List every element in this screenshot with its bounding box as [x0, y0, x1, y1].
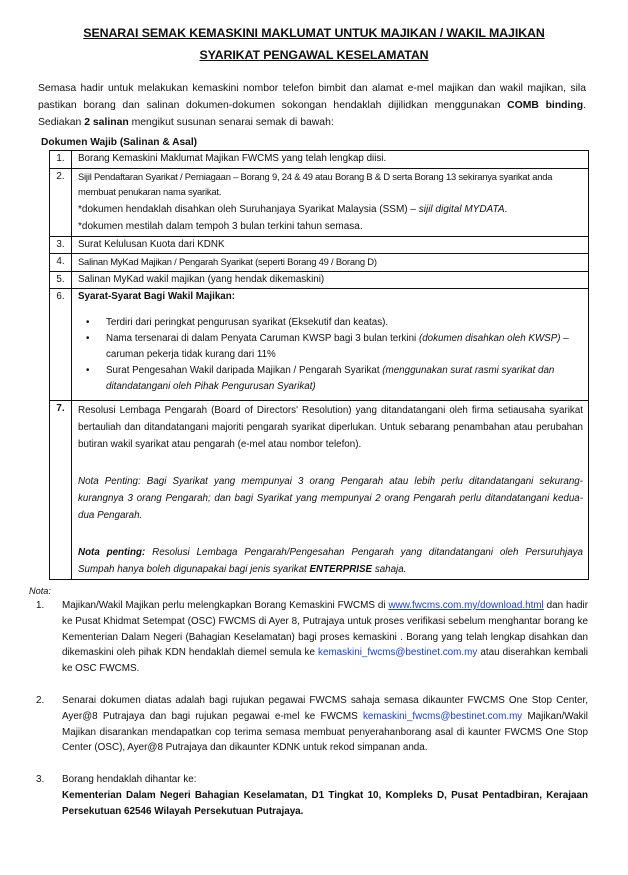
- note-text: atau diserahkan kembali ke OSC FWCMS.: [62, 647, 589, 675]
- note-text: Majikan/Wakil Majikan disarankan mendapatkan cop terima semasa membuat penyerahanborang asal di kaunter FWCMS One Stop Center (OSC), Ayer@8 Putrajaya dan dikaunter KDNK untuk rekod simpanan anda.: [62, 710, 588, 754]
- bullet-item: [96, 315, 583, 331]
- mailing-address: Kementerian Dalam Negeri Bahagian Keselamatan, D1 Tingkat 10, Kompleks D, Pusat Pentadbiran, Kerajaan Persekutuan 62546 Wilayah Persekutuan Putrajaya.: [62, 789, 588, 817]
- nota-label: Nota:: [29, 586, 51, 596]
- row-subnote: [78, 201, 583, 218]
- note-text: dan hadir ke Pusat Khidmat Setempat (OSC) FWCMS di Ayer 8, Putrajaya untuk proses verifikasi sebelum menghantar borang ke Kementerian Dalam Negeri (Bahagian Keselamatan) bagi proses kemaskini . Borang yang telah lengkap disahkan dan dikemaskini oleh pihak KDN hendaklah diemel semula ke: [62, 600, 588, 659]
- important-note-2: [78, 544, 583, 578]
- table-row: [50, 151, 589, 169]
- row-text: Salinan MyKad wakil majikan (yang hendak dikemaskini): [72, 271, 589, 289]
- row-number: 3.: [50, 236, 72, 254]
- download-link[interactable]: www.fwcms.com.my/download.html: [388, 600, 544, 611]
- row-number: 7.: [50, 400, 72, 579]
- note-text: Borang hendaklah dihantar ke:: [62, 774, 197, 786]
- table-row: [50, 254, 589, 272]
- row-number: 4.: [50, 254, 72, 272]
- bullet-text: Terdiri dari peringkat pengurusan syarikat (Eksekutif dan keatas).: [106, 316, 389, 328]
- row-subnote-2: *dokumen mestilah dalam tempoh 3 bulan terkini tahun semasa.: [78, 220, 363, 232]
- row-number: 2.: [50, 168, 72, 236]
- note2-bold: ENTERPRISE: [309, 563, 373, 575]
- intro-bold-comb: COMB binding: [507, 100, 584, 111]
- subnote-end: .: [504, 203, 508, 215]
- notes-list: [36, 598, 588, 836]
- checklist-table: [49, 150, 589, 580]
- subnote-italic: sijil digital MYDATA: [418, 203, 505, 215]
- note2-text: Resolusi Lembaga Pengarah/Pengesahan Pengarah yang ditandatangani oleh Persuruhjaya Sumpah hanya boleh digunapakai bagi jenis syarikat: [78, 546, 583, 575]
- note1-text: Nota Penting: Bagi Syarikat yang mempunyai 3 orang Pengarah atau lebih perlu ditandatangani sekurang-kurangnya 3 orang Pengarah; dan bagi Syarikat yang mempunyai 2 orang Pengarah perlu ditandatangani kedua-dua Pengarah.: [78, 475, 583, 521]
- bullet-italic: (dokumen disahkan oleh KWSP): [418, 332, 561, 344]
- bullet-item: [96, 331, 583, 363]
- bullet-tail: – caruman pekerja tidak kurang dari 11%: [106, 332, 569, 360]
- row-text: Salinan MyKad Majikan / Pengarah Syarikat (seperti Borang 49 / Borang D): [72, 254, 589, 272]
- note-number: 1.: [36, 600, 45, 611]
- row-number: 5.: [50, 271, 72, 289]
- intro-paragraph: [38, 80, 586, 131]
- table-row: [50, 400, 589, 579]
- intro-text-end: mengikut susunan senarai semak di bawah:: [128, 117, 334, 128]
- important-note-1: [78, 473, 583, 524]
- page-title-line1: SENARAI SEMAK KEMASKINI MAKLUMAT UNTUK MAJIKAN / WAKIL MAJIKAN: [83, 26, 545, 40]
- note-number: 2.: [36, 694, 45, 706]
- row-number: 1.: [50, 151, 72, 169]
- section-label: Dokumen Wajib (Salinan & Asal): [41, 137, 198, 148]
- bullet-italic: (menggunakan surat rasmi syarikat dan ditandatangani oleh Pihak Pengurusan Syarikat): [106, 364, 555, 392]
- email-link[interactable]: kemaskini_fwcms@bestinet.com.my: [318, 647, 478, 659]
- bullet-text: Nama tersenarai di dalam Penyata Caruman KWSP bagi 3 bulan terkini: [106, 332, 419, 344]
- intro-text-mid: . Sediakan: [38, 100, 586, 128]
- note-item: [36, 772, 588, 819]
- email-link[interactable]: kemaskini_fwcms@bestinet.com.my: [362, 710, 523, 722]
- row-number: 6.: [50, 289, 72, 401]
- bullet-text: Surat Pengesahan Wakil daripada Majikan / Pengarah Syarikat: [106, 364, 383, 376]
- note-item: [36, 693, 588, 756]
- table-row: [50, 289, 589, 401]
- bullet-list: [78, 315, 583, 395]
- row-text: Borang Kemaskini Maklumat Majikan FWCMS yang telah lengkap diisi.: [72, 151, 589, 169]
- note-text: Senarai dokumen diatas adalah bagi rujukan pegawai FWCMS sahaja semasa dikaunter FWCMS One Stop Center, Ayer@8 Putrajaya dan bagi rujukan pegawai e-mel ke FWCMS: [62, 694, 588, 722]
- row-content: [72, 289, 589, 401]
- intro-bold-copies: 2 salinan: [84, 117, 129, 128]
- note-text: Majikan/Wakil Majikan perlu melengkapkan Borang Kemaskini FWCMS di: [62, 600, 389, 611]
- row-text: Sijil Pendaftaran Syarikat / Perniagaan – Borang 9, 24 & 49 atau Borang B & D serta Borang 13 sekiranya syarikat anda membuat penukaran nama syarikat.: [78, 170, 553, 197]
- resolution-paragraph: Resolusi Lembaga Pengarah (Board of Directors' Resolution) yang ditandatangani oleh firma setiausaha syarikat bertauliah dan ditandatangani majoriti pengarah syarikat diperlukan. Untuk sebarang penambahan atau perubahan butiran wakil syarikat atau pengarah (e-mel atau nombor telefon).: [78, 404, 583, 450]
- row-text: Surat Kelulusan Kuota dari KDNK: [72, 236, 589, 254]
- table-row: [50, 236, 589, 254]
- note2-label: Nota penting:: [78, 546, 146, 558]
- note-item: [36, 598, 588, 677]
- row-content: [72, 168, 589, 236]
- bullet-item: [96, 363, 583, 395]
- row-content: [72, 400, 589, 579]
- subnote-text: *dokumen hendaklah disahkan oleh Suruhanjaya Syarikat Malaysia (SSM) –: [78, 203, 419, 215]
- table-row: [50, 271, 589, 289]
- table-row: [50, 168, 589, 236]
- intro-text: Semasa hadir untuk melakukan kemaskini nombor telefon bimbit dan alamat e-mel majikan dan wakil majikan, sila pastikan borang dan salinan dokumen-dokumen sokongan hendaklah dijilidkan menggunakan: [38, 83, 586, 111]
- note-number: 3.: [36, 774, 45, 786]
- row-heading: Syarat-Syarat Bagi Wakil Majikan:: [78, 291, 235, 302]
- note2-end: sahaja.: [372, 563, 407, 575]
- page-title-line2: SYARIKAT PENGAWAL KESELAMATAN: [199, 48, 429, 62]
